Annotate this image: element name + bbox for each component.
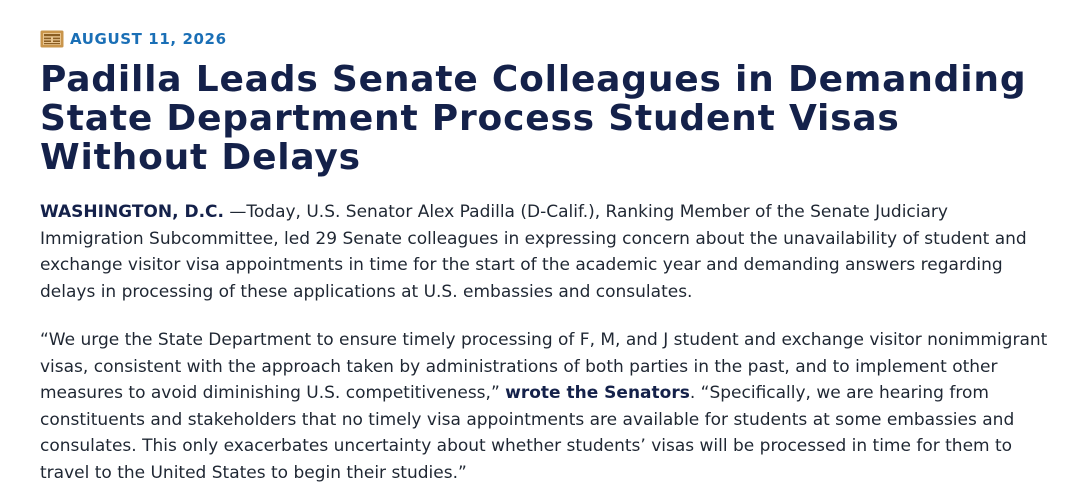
- publish-date: AUGUST 11, 2026: [70, 30, 227, 48]
- quote-part-2: . “Specifically, we are hearing from constituents and stakeholders that no timely visa appointments are available for students at some embassies and consulates. This only exacerbates uncertainty about whether students’ visas will be processed in time for them to travel to the United States to begin their studies.”: [40, 383, 1015, 483]
- newspaper-icon: [40, 30, 64, 48]
- body-paragraph-2: [40, 327, 1050, 487]
- body-paragraph-1: [40, 199, 1050, 305]
- paragraph-1-text: —Today, U.S. Senator Alex Padilla (D-Calif.), Ranking Member of the Senate Judiciary Immigration Subcommittee, led 29 Senate colleagues in expressing concern about the unavailability of student and exchange visitor visa appointments in time for the start of the academic year and demanding answers regarding delays in processing of these applications at U.S. embassies and consulates.: [40, 202, 1027, 302]
- location-dateline: WASHINGTON, D.C.: [40, 202, 224, 222]
- article-headline: Padilla Leads Senate Colleagues in Demanding State Department Process Student Visas Without Delays: [40, 59, 1027, 178]
- quote-part-1: “We urge the State Department to ensure timely processing of F, M, and J student and exchange visitor nonimmigrant visas, consistent with the approach taken by administrations of both parties in the past, and to implement other measures to avoid diminishing U.S. competitiveness,”: [40, 330, 1048, 404]
- quote-attribution: wrote the Senators: [505, 383, 690, 404]
- dateline: [40, 29, 227, 49]
